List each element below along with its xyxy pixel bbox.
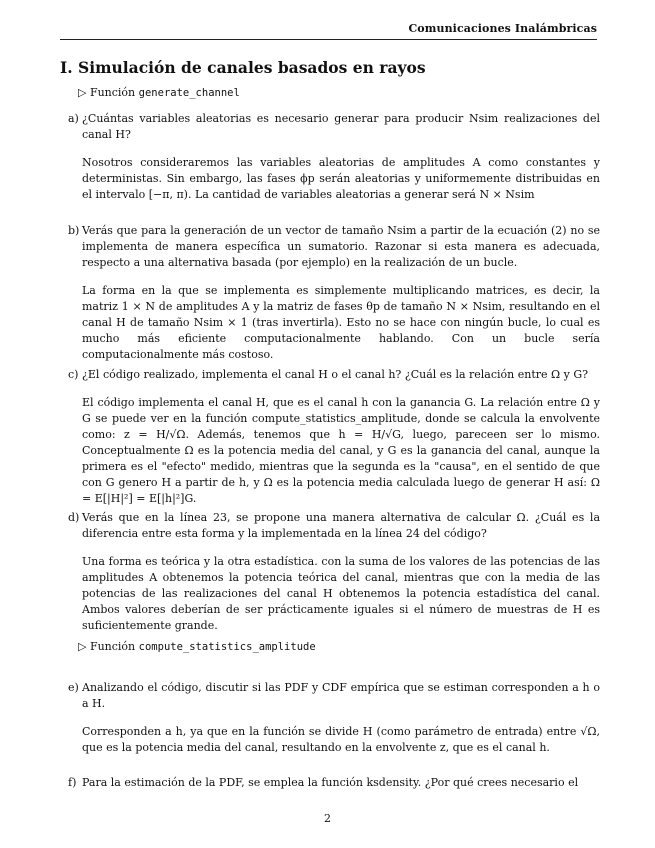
item-label: c) xyxy=(68,368,79,381)
item-question: Verás que en la línea 23, se propone una manera alternativa de calcular Ω. ¿Cuál es la diferencia entre esta forma y la implementada en la línea 24 del código? xyxy=(82,511,600,540)
item-question: Verás que para la generación de un vector de tamaño Nsim a partir de la ecuación (2) no se implementa de manera específica un sumatorio. Razonar si esta manera es adecuada, respecto a una alternativa basada (por ejemplo) en la realización de un bucle. xyxy=(82,224,600,269)
item-a xyxy=(60,111,600,203)
item-answer: La forma en la que se implementa es simplemente multiplicando matrices, es decir, la matriz 1 × N de amplitudes A y la matriz de fases θp de tamaño N × Nsim, resultando en el canal H de tamaño Nsim × 1 (tras invertirla). Esto no se hace con ningún bucle, lo cual es mucho más eficiente computacionalmente hablando. Con un bucle sería computacionalmente más costoso. xyxy=(82,284,600,361)
running-header: Comunicaciones Inalámbricas xyxy=(408,22,597,35)
item-question: Analizando el código, discutir si las PDF y CDF empírica que se estiman corresponden a h o a H. xyxy=(82,681,600,710)
item-question: Para la estimación de la PDF, se emplea la función ksdensity. ¿Por qué crees necesario el xyxy=(82,776,579,789)
function-prefix: ▷ Función xyxy=(78,86,136,99)
item-label: b) xyxy=(68,224,80,237)
function-name: compute_statistics_amplitude xyxy=(138,641,316,653)
item-d xyxy=(60,510,600,634)
item-label: e) xyxy=(68,681,79,694)
item-b xyxy=(60,223,600,363)
function-heading-generate-channel xyxy=(78,86,240,99)
item-label: d) xyxy=(68,511,80,524)
item-answer: Una forma es teórica y la otra estadística. con la suma de los valores de las potencias de las amplitudes A obtenemos la potencia teórica del canal, mientras que con la media de las potencias de las realizaciones del canal H obtenemos la potencia estadística del canal. Ambos valores deberían de ser prácticamente iguales si el número de muestras de H es suficientemente grande. xyxy=(82,555,600,632)
item-answer: El código implementa el canal H, que es el canal h con la ganancia G. La relación entre Ω y G se puede ver en la función compute_statistics_amplitude, donde se calcula la envolvente como: z = H/√Ω. Además, tenemos que h = H/√G, luego, pareceen ser lo mismo. Conceptualmente Ω es la potencia media del canal, y G es la ganancia del canal, aunque la primera es el "efecto" medido, mientras que la segunda es la "causa", en el sentido de que con G genero H a partir de h, y Ω es la potencia media calculada luego de generar H así: Ω = E[|H|²] = E[|h|²]G. xyxy=(82,396,600,505)
function-name: generate_channel xyxy=(138,87,240,99)
item-label: f) xyxy=(68,776,77,789)
item-f xyxy=(60,775,600,791)
section-title: I. Simulación de canales basados en rayos xyxy=(60,58,426,77)
function-prefix: ▷ Función xyxy=(78,640,136,653)
page-number: 2 xyxy=(324,812,331,825)
item-e xyxy=(60,680,600,756)
header-rule xyxy=(60,39,597,40)
item-label: a) xyxy=(68,112,79,125)
item-c xyxy=(60,367,600,507)
item-answer: Corresponden a h, ya que en la función se divide H (como parámetro de entrada) entre √Ω, que es la potencia media del canal, resultando en la envolvente z, que es el canal h. xyxy=(82,725,600,754)
function-heading-compute-statistics xyxy=(78,640,316,653)
item-question: ¿El código realizado, implementa el canal H o el canal h? ¿Cuál es la relación entre Ω y G? xyxy=(82,368,589,381)
item-question: ¿Cuántas variables aleatorias es necesario generar para producir Nsim realizaciones del canal H? xyxy=(82,112,600,141)
item-answer: Nosotros consideraremos las variables aleatorias de amplitudes A como constantes y deterministas. Sin embargo, las fases ϕp serán aleatorias y uniformemente distribuidas en el intervalo [−π, π). La cantidad de variables aleatorias a generar será N × Nsim xyxy=(82,156,600,201)
